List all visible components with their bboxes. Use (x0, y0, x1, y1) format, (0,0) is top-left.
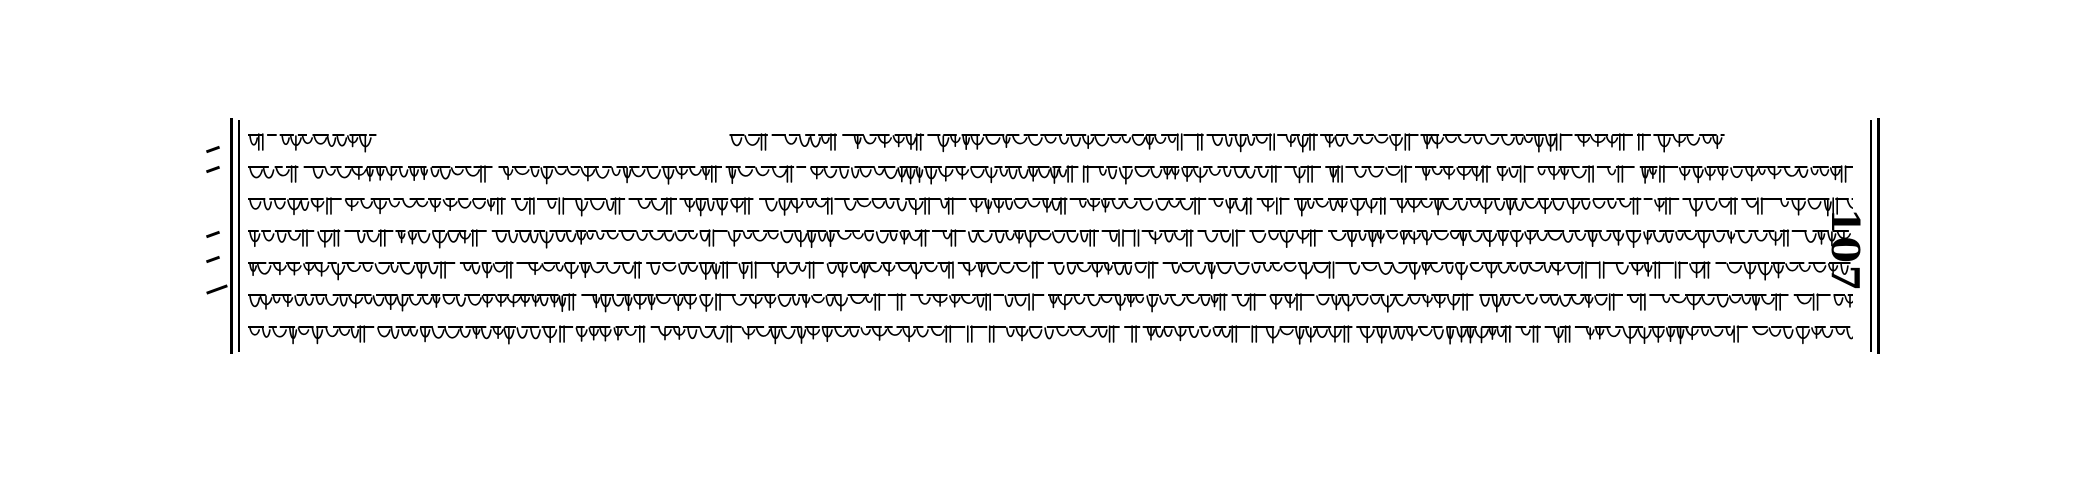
margin-annotation (200, 138, 228, 338)
left-frame-outer-line (230, 118, 233, 354)
script-line (248, 318, 1853, 348)
script-line (248, 190, 1853, 220)
script-line (248, 222, 1853, 252)
script-line (248, 126, 1853, 156)
left-frame-inner-line (238, 120, 240, 352)
script-line (248, 286, 1853, 316)
pecha-folio (200, 118, 1880, 358)
script-line (248, 254, 1853, 284)
right-frame-outer-line (1877, 118, 1880, 354)
tibetan-text-block (248, 126, 1853, 352)
right-frame-inner-line (1870, 120, 1872, 352)
page-number: 107 (1823, 208, 1868, 294)
script-line (248, 158, 1853, 188)
